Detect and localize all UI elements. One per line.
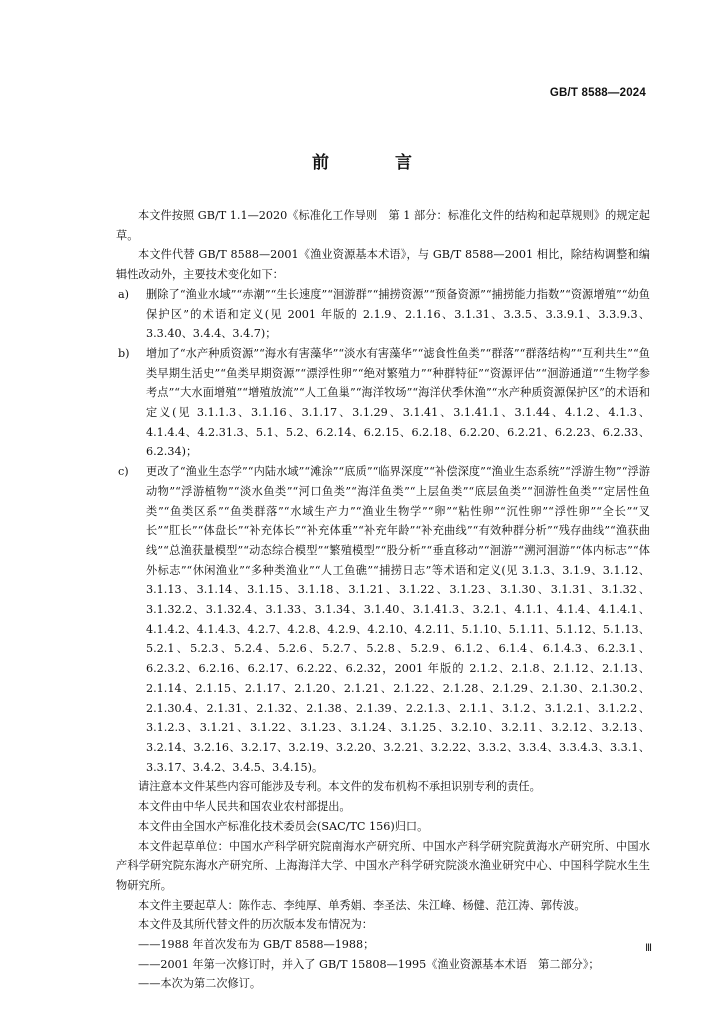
page-number: Ⅲ: [645, 943, 652, 954]
drafting-units-paragraph: 本文件起草单位：中国水产科学研究院南海水产研究所、中国水产科学研究院黄海水产研究所、中国水产科学研究院东海水产研究所、上海海洋大学、中国水产科学研究院淡水渔业研究中心、中国科学院水生生物研究所。: [116, 839, 650, 892]
page-title: 前 言: [312, 153, 442, 173]
change-item: [116, 344, 650, 462]
change-item: [116, 285, 650, 344]
history-intro: 本文件及其所代替文件的历次版本发布情况为：: [138, 918, 373, 932]
history-entry: ——2001 年第一次修订时，并入了 GB/T 15808—1995《渔业资源基本术语 第二部分》；: [138, 957, 600, 971]
history-entry: ——本次为第二次修订。: [138, 977, 262, 991]
history-entry: ——1988 年首次发布为 GB/T 8588—1988；: [138, 938, 375, 952]
standard-code: GB/T 8588—2024: [549, 87, 646, 99]
patent-notice: 请注意本文件某些内容可能涉及专利。本文件的发布机构不承担识别专利的责任。: [138, 780, 541, 794]
proposer-paragraph: 本文件由中华人民共和国农业农村部提出。: [138, 800, 351, 814]
change-item: [116, 462, 650, 777]
replaces-paragraph: 本文件代替 GB/T 8588—2001《渔业资源基本术语》，与 GB/T 8588—2001 相比，除结构调整和编辑性改动外，主要技术变化如下：: [116, 248, 650, 282]
change-marker: c): [118, 465, 129, 479]
change-text: 更改了“渔业生态学”“内陆水域”“滩涂”“底质”“临界深度”“补偿深度”“渔业生态系统”“浮游生物”“浮游动物”“浮游植物”“淡水鱼类”“河口鱼类”“海洋鱼类”“上层鱼类”“底层鱼类”“洄游性鱼类”“定居性鱼类”“鱼类区系”“鱼类群落”“水域生产力”“渔业生物学”“卵”“粘性卵”“沉性卵”“浮性卵”“全长”“叉长”“肛长”“体盘长”“补充体长”“补充体重”“补充年龄”“补充曲线”“有效种群分析”“残存曲线”“渔获曲线”“总渔获量模型”“动态综合模型”“繁殖模型”“股分析”“垂直移动”“洄游”“溯河洄游”“体内标志”“体外标志”“休闲渔业”“多种类渔业”“人工鱼礁”“捕捞日志”等术语和定义(见 3.1.3、3.1.9、3.1.12、3.1.13、3.1.14、3.1.15、3.1.18、3.1.21、3.1.22、3.1.23、3.1.30、3.1.31、3.1.32、3.1.32.2、3.1.32.4、3.1.33、3.1.34、3.1.40、3.1.41.3、3.2.1、4.1.1、4.1.4、4.1.4.1、4.1.4.2、4.1.4.3、4.2.7、4.2.8、4.2.9、4.2.10、4.2.11、5.1.10、5.1.11、5.1.12、5.1.13、5.2.1、5.2.3、5.2.4、5.2.6、5.2.7、5.2.8、5.2.9、6.1.2、6.1.4、6.1.4.3、6.2.3.1、6.2.3.2、6.2.16、6.2.17、6.2.22、6.2.32，2001 年版的 2.1.2、2.1.8、2.1.12、2.1.13、2.1.14、2.1.15、2.1.17、2.1.20、2.1.21、2.1.22、2.1.28、2.1.29、2.1.30、2.1.30.2、2.1.30.4、2.1.31、2.1.32、2.1.38、2.1.39、2.2.1.3、2.1.1、3.1.2、3.1.2.1、3.1.2.2、3.1.2.3、3.1.21、3.1.22、3.1.23、3.1.24、3.1.25、3.2.10、3.2.11、3.2.12、3.2.13、3.2.14、3.2.16、3.2.17、3.2.19、3.2.20、3.2.21、3.2.22、3.3.2、3.3.4、3.3.4.3、3.3.1、3.3.17、3.4.2、3.4.5、3.4.15)。: [146, 465, 650, 774]
change-text: 删除了“渔业水域”“赤潮”“生长速度”“洄游群”“捕捞资源”“预备资源”“捕捞能力指数”“资源增殖”“幼鱼保护区”的术语和定义(见 2001 年版的 2.1.9、2.1.16、3.1.31、3.3.5、3.3.9.1、3.3.9.3、3.3.40、3.4.4、3.4.7)；: [146, 287, 650, 341]
foreword-body: [116, 206, 650, 994]
change-text: 增加了“水产种质资源”“海水有害藻华”“淡水有害藻华”“滤食性鱼类”“群落”“群落结构”“互利共生”“鱼类早期生活史”“鱼类早期资源”“漂浮性卵”“绝对繁殖力”“种群特征”“资源评估”“洄游通道”“生物学参考点”“大水面增殖”“增殖放流”“人工鱼巢”“海洋牧场”“海洋伏季休渔”“水产种质资源保护区”的术语和定义(见 3.1.1.3、3.1.16、3.1.17、3.1.29、3.1.41、3.1.41.1、3.1.44、4.1.2、4.1.3、4.1.4.4、4.2.31.3、5.1、5.2、6.2.14、6.2.15、6.2.18、6.2.20、6.2.21、6.2.23、6.2.33、6.2.34)；: [146, 346, 650, 459]
drafters-paragraph: 本文件主要起草人：陈作志、李纯厚、单秀娟、李圣法、朱江峰、杨健、范江涛、郭传波。: [138, 898, 586, 912]
change-marker: b): [118, 346, 130, 360]
change-marker: a): [118, 287, 130, 301]
drafting-rule-paragraph: 本文件按照 GB/T 1.1—2020《标准化工作导则 第 1 部分：标准化文件的结构和起草规则》的规定起草。: [116, 209, 650, 242]
administrator-paragraph: 本文件由全国水产标准化技术委员会(SAC/TC 156)归口。: [138, 819, 429, 833]
